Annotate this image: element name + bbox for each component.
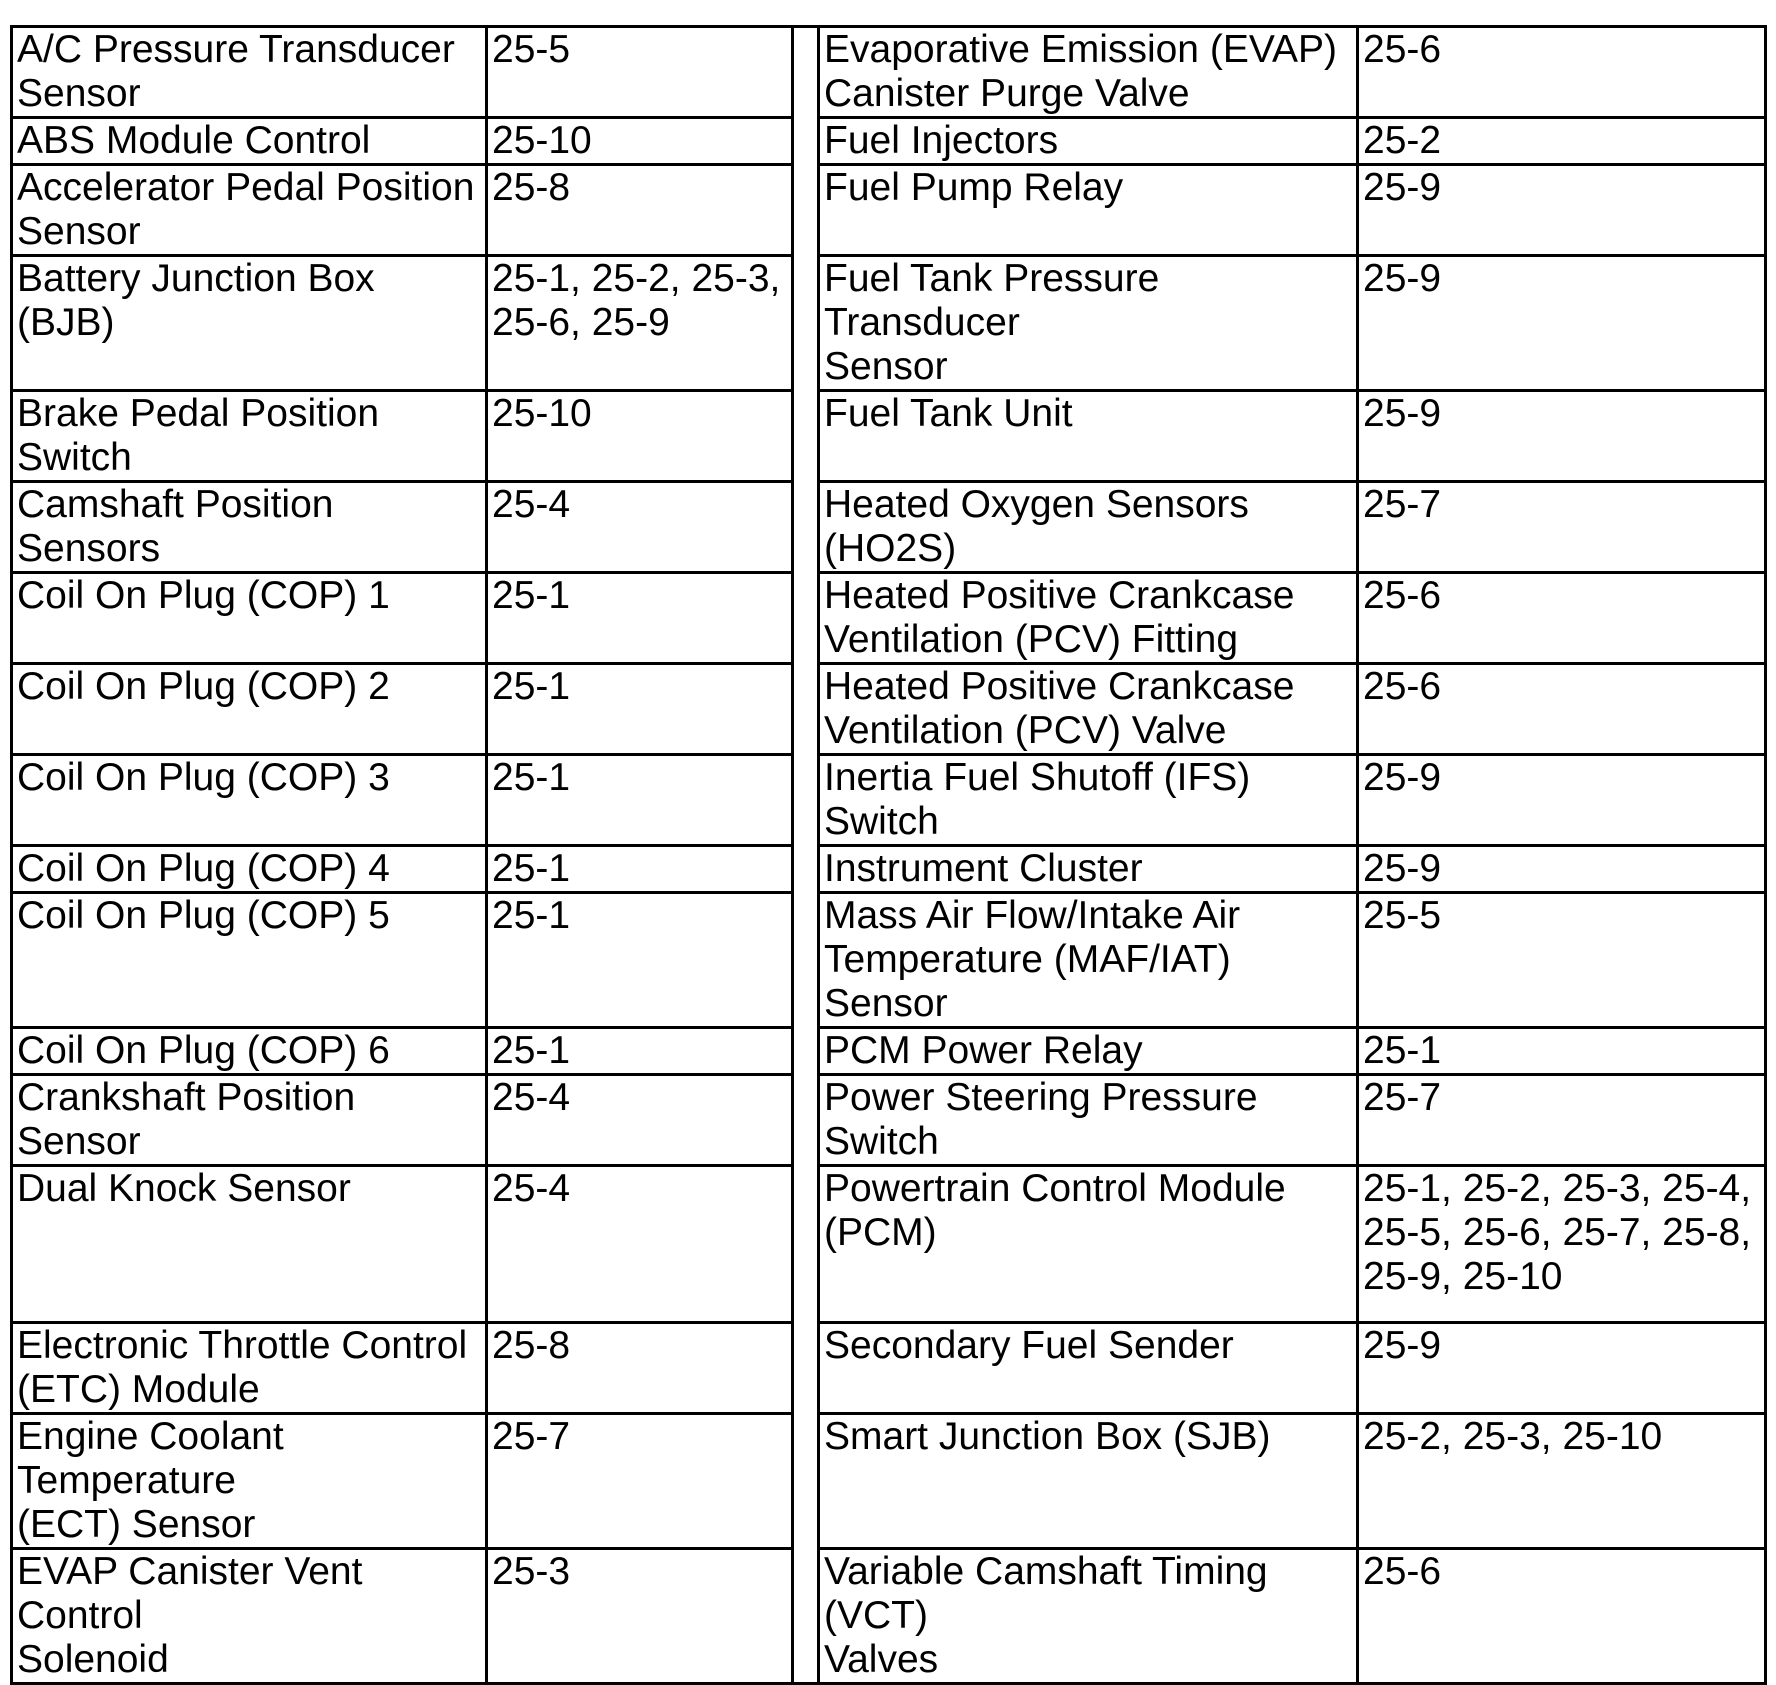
- left-component-cell: Coil On Plug (COP) 2: [12, 664, 487, 755]
- right-component-cell: Heated Positive Crankcase Ventilation (PCV) Fitting: [819, 573, 1358, 664]
- table-row: [12, 1414, 1766, 1549]
- right-pages-cell: 25-7: [1358, 1075, 1766, 1166]
- right-component-cell: Fuel Pump Relay: [819, 165, 1358, 256]
- column-gap: [793, 846, 819, 893]
- right-pages-cell: 25-1: [1358, 1028, 1766, 1075]
- table-row: [12, 755, 1766, 846]
- right-component-cell: Smart Junction Box (SJB): [819, 1414, 1358, 1549]
- right-pages-cell: 25-6: [1358, 27, 1766, 118]
- table-row: [12, 1549, 1766, 1684]
- left-pages-cell: 25-8: [487, 1323, 793, 1414]
- right-pages-cell: 25-1, 25-2, 25-3, 25-4, 25-5, 25-6, 25-7, 25-8, 25-9, 25-10: [1358, 1166, 1766, 1323]
- table-row: [12, 1028, 1766, 1075]
- right-component-cell: Power Steering Pressure Switch: [819, 1075, 1358, 1166]
- left-component-cell: Coil On Plug (COP) 3: [12, 755, 487, 846]
- column-gap: [793, 755, 819, 846]
- right-pages-cell: 25-2, 25-3, 25-10: [1358, 1414, 1766, 1549]
- column-gap: [793, 1414, 819, 1549]
- right-component-cell: Secondary Fuel Sender: [819, 1323, 1358, 1414]
- right-component-cell: Heated Oxygen Sensors (HO2S): [819, 482, 1358, 573]
- table-row: [12, 1323, 1766, 1414]
- left-pages-cell: 25-1: [487, 1028, 793, 1075]
- left-pages-cell: 25-10: [487, 118, 793, 165]
- column-gap: [793, 1166, 819, 1323]
- table-row: [12, 482, 1766, 573]
- table-row: [12, 27, 1766, 118]
- left-component-cell: Coil On Plug (COP) 1: [12, 573, 487, 664]
- left-pages-cell: 25-4: [487, 482, 793, 573]
- right-pages-cell: 25-6: [1358, 573, 1766, 664]
- right-component-cell: PCM Power Relay: [819, 1028, 1358, 1075]
- left-pages-cell: 25-5: [487, 27, 793, 118]
- table-row: [12, 256, 1766, 391]
- right-component-cell: Inertia Fuel Shutoff (IFS) Switch: [819, 755, 1358, 846]
- column-gap: [793, 1028, 819, 1075]
- right-pages-cell: 25-2: [1358, 118, 1766, 165]
- left-component-cell: Dual Knock Sensor: [12, 1166, 487, 1323]
- table-row: [12, 1075, 1766, 1166]
- right-pages-cell: 25-6: [1358, 664, 1766, 755]
- right-pages-cell: 25-9: [1358, 755, 1766, 846]
- column-gap: [793, 165, 819, 256]
- left-component-cell: Brake Pedal Position Switch: [12, 391, 487, 482]
- left-pages-cell: 25-1: [487, 846, 793, 893]
- column-gap: [793, 256, 819, 391]
- table-row: [12, 573, 1766, 664]
- right-pages-cell: 25-9: [1358, 256, 1766, 391]
- right-pages-cell: 25-9: [1358, 846, 1766, 893]
- left-pages-cell: 25-3: [487, 1549, 793, 1684]
- right-component-cell: Evaporative Emission (EVAP) Canister Purge Valve: [819, 27, 1358, 118]
- left-component-cell: Camshaft Position Sensors: [12, 482, 487, 573]
- right-component-cell: Fuel Tank Pressure Transducer Sensor: [819, 256, 1358, 391]
- table-row: [12, 664, 1766, 755]
- table-row: [12, 846, 1766, 893]
- left-pages-cell: 25-10: [487, 391, 793, 482]
- left-component-cell: Accelerator Pedal Position Sensor: [12, 165, 487, 256]
- right-pages-cell: 25-6: [1358, 1549, 1766, 1684]
- index-table-body: [12, 27, 1766, 1684]
- left-pages-cell: 25-1, 25-2, 25-3, 25-6, 25-9: [487, 256, 793, 391]
- table-row: [12, 165, 1766, 256]
- right-component-cell: Mass Air Flow/Intake Air Temperature (MAF/IAT) Sensor: [819, 893, 1358, 1028]
- left-pages-cell: 25-1: [487, 573, 793, 664]
- left-component-cell: Engine Coolant Temperature (ECT) Sensor: [12, 1414, 487, 1549]
- right-pages-cell: 25-9: [1358, 1323, 1766, 1414]
- table-row: [12, 893, 1766, 1028]
- column-gap: [793, 664, 819, 755]
- left-pages-cell: 25-4: [487, 1166, 793, 1323]
- component-location-index-table: [10, 25, 1767, 1685]
- left-component-cell: Electronic Throttle Control (ETC) Module: [12, 1323, 487, 1414]
- right-component-cell: Variable Camshaft Timing (VCT) Valves: [819, 1549, 1358, 1684]
- left-component-cell: Coil On Plug (COP) 5: [12, 893, 487, 1028]
- left-pages-cell: 25-1: [487, 664, 793, 755]
- right-component-cell: Powertrain Control Module (PCM): [819, 1166, 1358, 1323]
- column-gap: [793, 1549, 819, 1684]
- left-component-cell: Coil On Plug (COP) 6: [12, 1028, 487, 1075]
- left-component-cell: A/C Pressure Transducer Sensor: [12, 27, 487, 118]
- table-row: [12, 1166, 1766, 1323]
- column-gap: [793, 1323, 819, 1414]
- column-gap: [793, 1075, 819, 1166]
- right-pages-cell: 25-7: [1358, 482, 1766, 573]
- column-gap: [793, 27, 819, 118]
- right-component-cell: Instrument Cluster: [819, 846, 1358, 893]
- right-pages-cell: 25-9: [1358, 165, 1766, 256]
- column-gap: [793, 118, 819, 165]
- right-pages-cell: 25-5: [1358, 893, 1766, 1028]
- column-gap: [793, 391, 819, 482]
- left-component-cell: Crankshaft Position Sensor: [12, 1075, 487, 1166]
- left-component-cell: ABS Module Control: [12, 118, 487, 165]
- left-component-cell: Coil On Plug (COP) 4: [12, 846, 487, 893]
- left-pages-cell: 25-8: [487, 165, 793, 256]
- table-row: [12, 391, 1766, 482]
- left-component-cell: Battery Junction Box (BJB): [12, 256, 487, 391]
- column-gap: [793, 573, 819, 664]
- left-component-cell: EVAP Canister Vent Control Solenoid: [12, 1549, 487, 1684]
- right-component-cell: Heated Positive Crankcase Ventilation (PCV) Valve: [819, 664, 1358, 755]
- table-row: [12, 118, 1766, 165]
- left-pages-cell: 25-4: [487, 1075, 793, 1166]
- right-component-cell: Fuel Injectors: [819, 118, 1358, 165]
- left-pages-cell: 25-1: [487, 755, 793, 846]
- right-component-cell: Fuel Tank Unit: [819, 391, 1358, 482]
- column-gap: [793, 482, 819, 573]
- right-pages-cell: 25-9: [1358, 391, 1766, 482]
- left-pages-cell: 25-7: [487, 1414, 793, 1549]
- left-pages-cell: 25-1: [487, 893, 793, 1028]
- column-gap: [793, 893, 819, 1028]
